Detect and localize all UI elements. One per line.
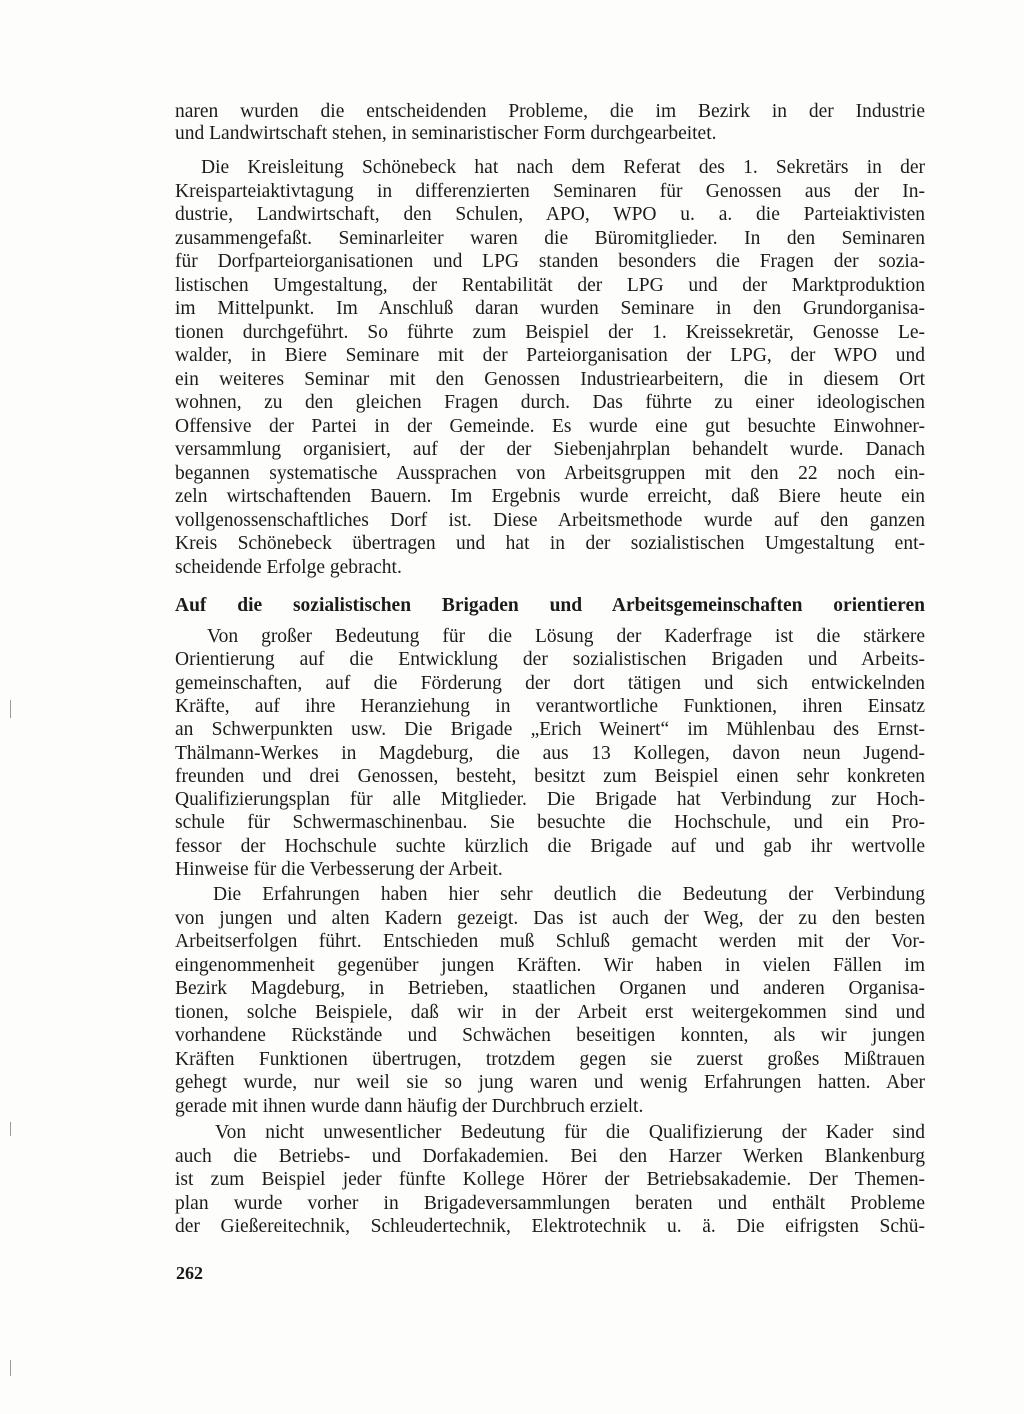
text-line: Hinweise für die Verbesserung der Arbeit. (175, 859, 503, 880)
text-line: Thälmann-Werkes in Magdeburg, die aus 13 Kollegen, davon neun Jugend- (175, 742, 925, 764)
scan-mark (10, 1122, 11, 1136)
text-line: versammlung organisiert, auf der der Siebenjahrplan behandelt wurde. Danach (175, 439, 925, 460)
text-line: listischen Umgestaltung, der Rentabilität der LPG und der Marktproduktion (175, 274, 925, 296)
text-line: vollgenossenschaftliches Dorf ist. Diese Arbeitsmethode wurde auf den ganzen (175, 509, 925, 531)
text-line: im Mittelpunkt. Im Anschluß daran wurden Seminare in den Grundorganisa- (175, 298, 925, 319)
text-line: scheidende Erfolge gebracht. (175, 556, 402, 578)
text-line: plan wurde vorher in Brigadeversammlungen beraten und enthält Probleme (175, 1192, 925, 1214)
text-line: gehegt wurde, nur weil sie so jung waren und wenig Erfahrungen hatten. Aber (175, 1072, 925, 1093)
text-line: Von großer Bedeutung für die Lösung der Kaderfrage ist die stärkere (207, 626, 925, 647)
text-line: Qualifizierungsplan für alle Mitglieder. Die Brigade hat Verbindung zur Hoch- (175, 789, 925, 811)
text-line: der Gießereitechnik, Schleudertechnik, Elektrotechnik u. ä. Die eifrigsten Schü- (175, 1216, 925, 1237)
text-line: walder, in Biere Seminare mit der Parteiorganisation der LPG, der WPO und (175, 345, 925, 366)
page-number: 262 (176, 1263, 203, 1283)
text-line: Kreis Schönebeck übertragen und hat in der sozialistischen Umgestaltung ent- (175, 533, 925, 554)
text-line: dustrie, Landwirtschaft, den Schulen, APO, WPO u. a. die Parteiaktivisten (175, 204, 925, 225)
text-line: an Schwerpunkten usw. Die Brigade „Erich Weinert“ im Mühlenbau des Ernst- (175, 719, 925, 741)
scan-mark (10, 700, 11, 718)
text-line: tionen durchgeführt. So führte zum Beispiel der 1. Kreissekretär, Genosse Le- (175, 321, 925, 343)
text-line: naren wurden die entscheidenden Probleme, die im Bezirk in der Industrie (175, 101, 925, 122)
text-line: vorhandene Rückstände und Schwächen beseitigen konnten, als wir jungen (175, 1025, 925, 1046)
text-line: zusammengefaßt. Seminarleiter waren die Büromitglieder. In den Seminaren (175, 227, 925, 249)
text-line: schule für Schwermaschinenbau. Sie besuchte die Hochschule, und ein Pro- (175, 812, 925, 834)
scan-mark (10, 1360, 11, 1376)
text-line: ist zum Beispiel jeder fünfte Kollege Hörer der Betriebsakademie. Der Themen- (175, 1169, 925, 1190)
text-line: Bezirk Magdeburg, in Betrieben, staatlichen Organen und anderen Organisa- (175, 978, 925, 999)
text-line: Von nicht unwesentlicher Bedeutung für die Qualifizierung der Kader sind (215, 1122, 925, 1143)
text-line: auch die Betriebs- und Dorfakademien. Bei den Harzer Werken Blankenburg (175, 1145, 925, 1167)
text-line: gerade mit ihnen wurde dann häufig der Durchbruch erzielt. (175, 1095, 644, 1117)
text-line: Die Kreisleitung Schönebeck hat nach dem Referat des 1. Sekretärs in der (201, 157, 925, 178)
text-line: Arbeitserfolgen führt. Entschieden muß Schluß gemacht werden mit der Vor- (175, 931, 925, 952)
text-line: von jungen und alten Kadern gezeigt. Das ist auch der Weg, der zu den besten (175, 907, 925, 929)
text-line: ein weiteres Seminar mit den Genossen Industriearbeitern, die in diesem Ort (175, 368, 925, 390)
text-line: gemeinschaften, auf die Förderung der dort tätigen und sich entwickelnden (175, 672, 925, 694)
text-line: zeln wirtschaftenden Bauern. Im Ergebnis wurde erreicht, daß Biere heute ein (175, 486, 925, 507)
text-line: und Landwirtschaft stehen, in seminaristischer Form durchgearbeitet. (175, 123, 717, 144)
text-line: begannen systematische Aussprachen von Arbeitsgruppen mit den 22 noch ein- (175, 462, 925, 484)
text-line: für Dorfparteiorganisationen und LPG standen besonders die Fragen der sozia- (175, 251, 925, 272)
text-line: fessor der Hochschule suchte kürzlich die Brigade auf und gab ihr wertvolle (175, 835, 925, 857)
section-heading: Auf die sozialistischen Brigaden und Arbeitsgemeinschaften orientieren (175, 595, 925, 616)
text-line: eingenommenheit gegenüber jungen Kräften. Wir haben in vielen Fällen im (175, 954, 925, 976)
text-line: Kräfte, auf ihre Heranziehung in verantwortliche Funktionen, ihren Einsatz (175, 695, 925, 717)
text-line: freunden und drei Genossen, besteht, besitzt zum Beispiel einen sehr konkreten (175, 765, 925, 787)
text-line: Kreisparteiaktivtagung in differenzierten Seminaren für Genossen aus der In- (175, 180, 925, 202)
text-line: Offensive der Partei in der Gemeinde. Es wurde eine gut besuchte Einwohner- (175, 415, 925, 437)
text-line: Die Erfahrungen haben hier sehr deutlich die Bedeutung der Verbindung (213, 884, 925, 905)
text-line: wohnen, zu den gleichen Fragen durch. Das führte zu einer ideologischen (175, 392, 925, 413)
text-line: Orientierung auf die Entwicklung der sozialistischen Brigaden und Arbeits- (175, 649, 925, 671)
text-line: tionen, solche Beispiele, daß wir in der Arbeit erst weitergekommen sind und (175, 1001, 925, 1023)
text-line: Kräften Funktionen übertrugen, trotzdem gegen sie zuerst großes Mißtrauen (175, 1048, 925, 1070)
